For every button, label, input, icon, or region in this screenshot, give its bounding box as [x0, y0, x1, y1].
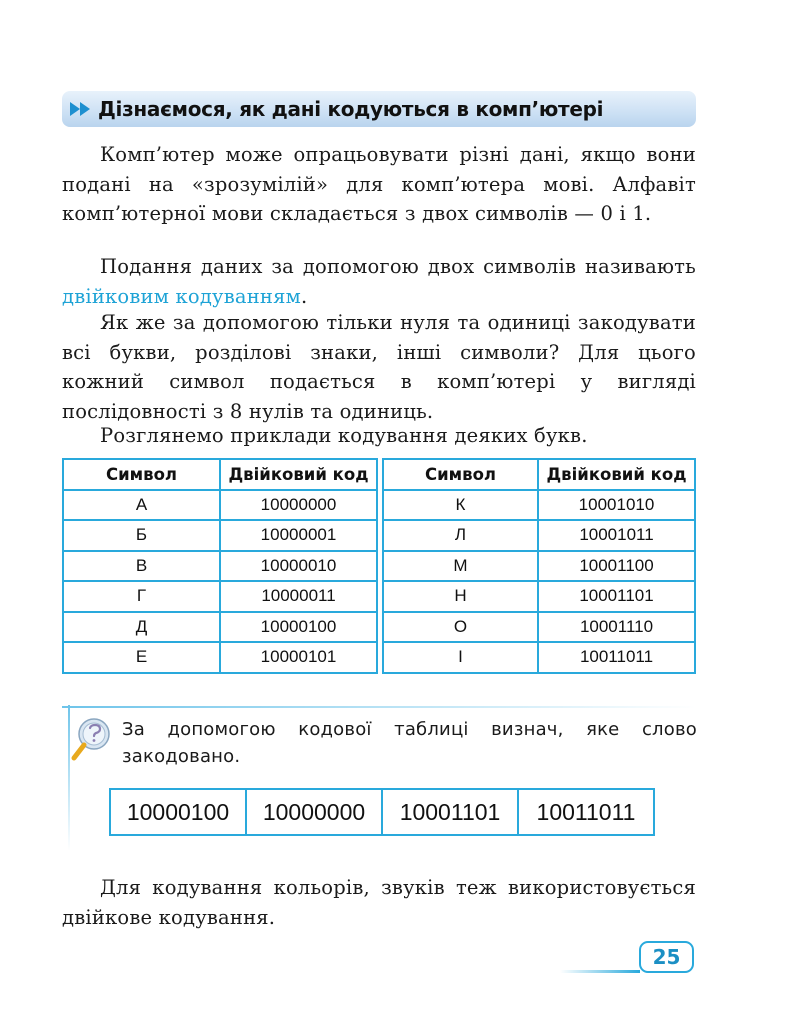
table-cell: 10001100 [538, 551, 695, 582]
paragraph-question: Як же за допомогою тільки нуля та одиниці закодувати всі букви, розділові знаки, інші символи? Для цього кожний символ подається в комп’ютері у вигляді послідовності з 8 нулів та одиниць. [62, 311, 696, 423]
table-cell: 10011011 [538, 642, 695, 673]
table-cell: 10001110 [538, 612, 695, 643]
paragraph-examples: Розглянемо приклади кодування деяких букв. [100, 424, 588, 447]
task-code-cell: 10011011 [518, 789, 654, 835]
table-row [63, 642, 695, 673]
table-cell: В [63, 551, 220, 582]
magnifier-icon [70, 714, 118, 762]
paragraph-definition: Подання даних за допомогою двох символів називають двійковим кодуванням. [62, 255, 696, 308]
table-cell: Б [63, 520, 220, 551]
table-cell: І [383, 642, 538, 673]
table-row [110, 789, 654, 835]
section-header [62, 91, 696, 127]
table-header: Символ [383, 459, 538, 490]
table-cell: Д [63, 612, 220, 643]
table-header: Символ [63, 459, 220, 490]
task-code-table [109, 788, 655, 836]
task-text: За допомогою кодової таблиці визнач, яке слово закодовано. [122, 719, 697, 767]
table-cell: 10000100 [220, 612, 377, 643]
binary-coding-term: двійковим кодуванням [62, 284, 301, 308]
section-title: Дізнаємося, як дані кодуються в комп’ютері [98, 97, 604, 121]
table-cell: О [383, 612, 538, 643]
code-table [62, 458, 696, 674]
table-cell: Е [63, 642, 220, 673]
table-cell: А [63, 490, 220, 521]
table-cell: М [383, 551, 538, 582]
table-row [63, 520, 695, 551]
table-header: Двійковий код [538, 459, 695, 490]
task-code-cell: 10000100 [110, 789, 246, 835]
table-cell: 10001101 [538, 581, 695, 612]
table-cell: 10000010 [220, 551, 377, 582]
table-cell: 10001010 [538, 490, 695, 521]
table-cell: 10000011 [220, 581, 377, 612]
table-cell: Н [383, 581, 538, 612]
table-header: Двійковий код [220, 459, 377, 490]
paragraph-conclusion: Для кодування кольорів, звуків теж використовується двійкове кодування. [62, 876, 696, 929]
table-cell: 10001011 [538, 520, 695, 551]
table-row [63, 551, 695, 582]
table-cell: 10000001 [220, 520, 377, 551]
task-code-cell: 10000000 [246, 789, 382, 835]
page-number: 25 [639, 941, 694, 973]
table-cell: К [383, 490, 538, 521]
task-divider [62, 706, 696, 708]
task-code-cell: 10001101 [382, 789, 518, 835]
table-header-row [63, 459, 695, 490]
table-cell: 10000000 [220, 490, 377, 521]
page-number-line [560, 970, 640, 973]
table-cell: Л [383, 520, 538, 551]
table-row [63, 490, 695, 521]
table-cell: Г [63, 581, 220, 612]
paragraph-intro: Комп’ютер може опрацьовувати різні дані, якщо вони подані на «зрозумілій» для комп’ютера мові. Алфавіт комп’ютерної мови складається з двох символів — 0 і 1. [62, 143, 696, 225]
table-cell: 10000101 [220, 642, 377, 673]
table-row [63, 581, 695, 612]
double-arrow-icon [66, 99, 96, 119]
table-row [63, 612, 695, 643]
